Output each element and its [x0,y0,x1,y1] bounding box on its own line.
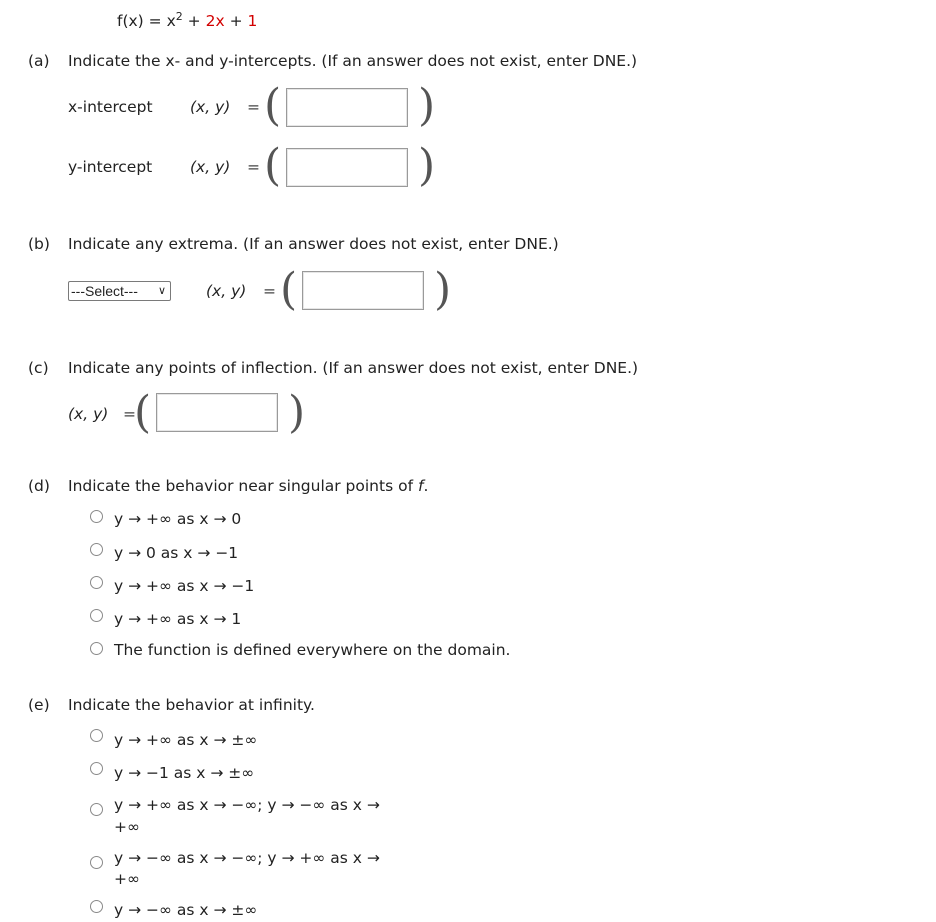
plus-sign: + [224,12,248,31]
close-paren: ) [418,140,436,191]
radio-option-label: y → 0 as x → −1 [114,544,239,562]
open-paren: ( [280,264,298,315]
xy-label: (x, y) [190,98,231,116]
part-a-prompt: Indicate the x- and y-intercepts. (If an answer does not exist, enter DNE.) [68,52,638,70]
equals-sign: = [247,158,260,176]
radio-button[interactable] [90,900,103,913]
radio-button[interactable] [90,609,103,622]
extrema-input[interactable] [302,271,424,310]
extrema-type-select[interactable] [68,281,171,301]
part-d-prompt: Indicate the behavior near singular points of f. [68,477,429,495]
equals-sign: = [247,98,260,116]
radio-button[interactable] [90,729,103,742]
function-constant: 1 [247,12,258,31]
close-paren: ) [288,387,306,438]
select-value: ---Select--- [71,283,138,299]
radio-button[interactable] [90,543,103,556]
part-e-label: (e) [28,696,50,714]
radio-option-label: y → +∞ as x → −∞; y → −∞ as x → [114,796,380,814]
part-a-label: (a) [28,52,50,70]
equals-sign: = [263,282,276,300]
radio-option-label: The function is defined everywhere on the domain. [114,641,511,659]
inflection-input[interactable] [156,393,278,432]
y-intercept-label: y-intercept [68,158,153,176]
function-prefix: f(x) = x [117,12,176,31]
part-c-label: (c) [28,359,49,377]
part-e-prompt: Indicate the behavior at infinity. [68,696,315,714]
xy-label: (x, y) [190,158,231,176]
radio-button[interactable] [90,856,103,869]
radio-button[interactable] [90,576,103,589]
part-c-prompt: Indicate any points of inflection. (If an answer does not exist, enter DNE.) [68,359,639,377]
radio-option-label: y → −∞ as x → ±∞ [114,901,258,919]
xy-label: (x, y) [206,282,247,300]
y-intercept-input[interactable] [286,148,408,187]
chevron-down-icon: ∨ [157,285,166,297]
radio-option-label: y → +∞ as x → 0 [114,510,242,528]
open-paren: ( [264,140,282,191]
radio-button[interactable] [90,803,103,816]
function-exponent: 2 [175,10,183,23]
radio-option-label-continued: +∞ [114,870,140,888]
x-intercept-input[interactable] [286,88,408,127]
open-paren: ( [134,387,152,438]
plus-sign: + [182,12,206,31]
radio-option-label: y → +∞ as x → ±∞ [114,731,258,749]
equals-sign: = [123,405,136,423]
radio-option-label: y → −1 as x → ±∞ [114,764,255,782]
close-paren: ) [434,264,452,315]
part-b-label: (b) [28,235,50,253]
radio-option-label: y → +∞ as x → 1 [114,610,242,628]
close-paren: ) [418,80,436,131]
part-d-label: (d) [28,477,50,495]
xy-label: (x, y) [68,405,109,423]
radio-option-label-continued: +∞ [114,818,140,836]
function-definition [117,10,257,30]
radio-option-label: y → −∞ as x → −∞; y → +∞ as x → [114,849,380,867]
radio-button[interactable] [90,762,103,775]
radio-button[interactable] [90,642,103,655]
function-linear-term: 2x [205,12,225,31]
x-intercept-label: x-intercept [68,98,153,116]
radio-button[interactable] [90,510,103,523]
open-paren: ( [264,80,282,131]
part-b-prompt: Indicate any extrema. (If an answer does not exist, enter DNE.) [68,235,559,253]
radio-option-label: y → +∞ as x → −1 [114,577,255,595]
